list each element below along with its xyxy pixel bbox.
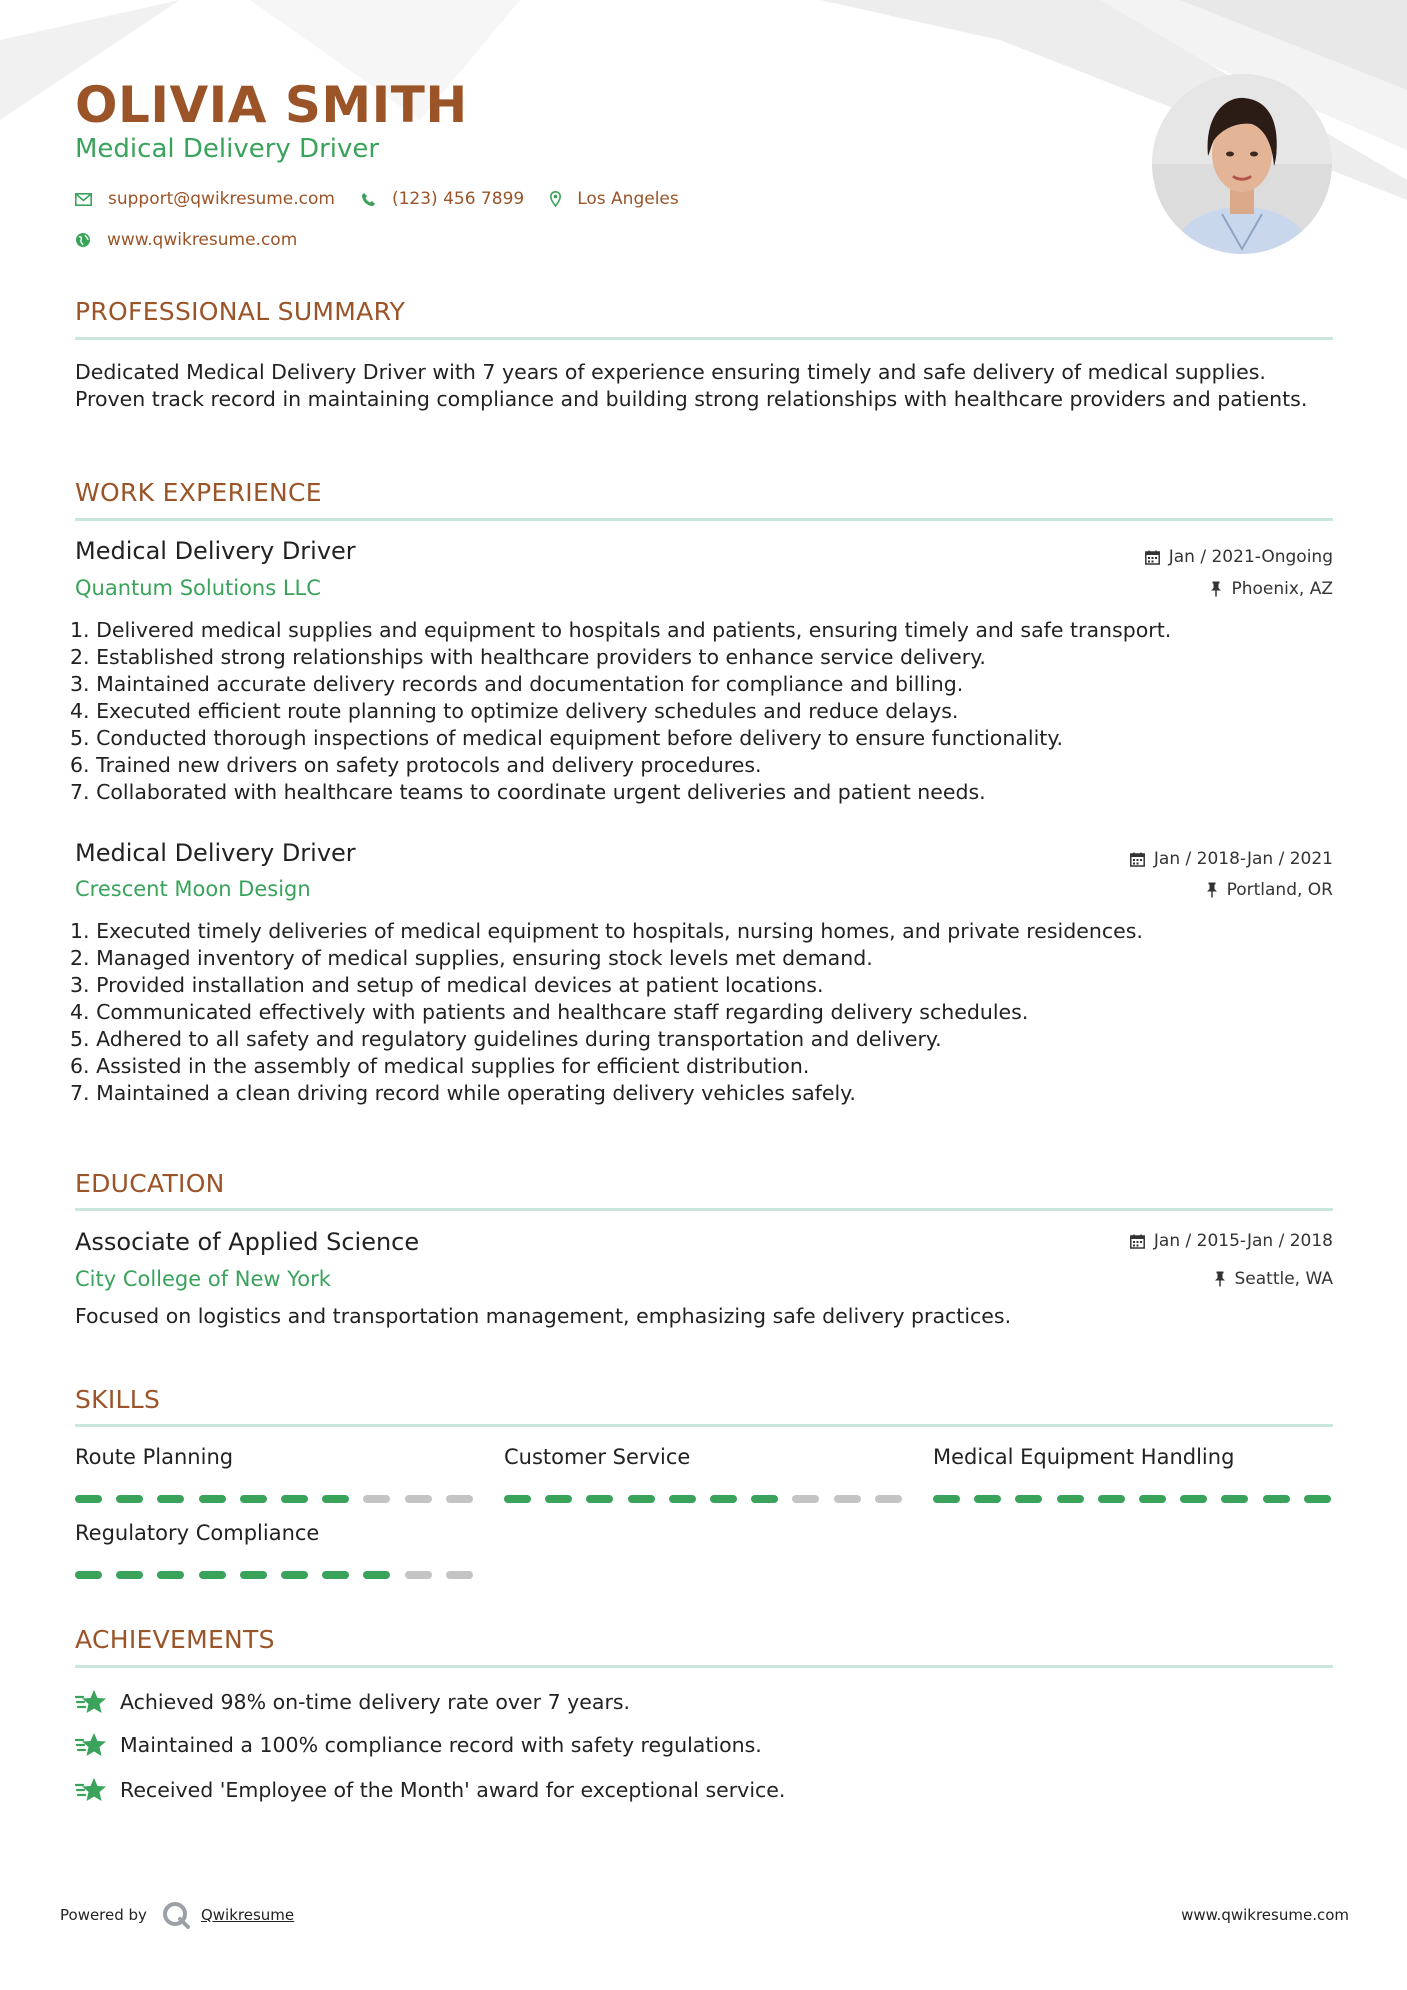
calendar-icon [1145, 550, 1160, 565]
job-location-text: Phoenix, AZ [1231, 579, 1333, 599]
job-dates-text: Jan / 2018-Jan / 2021 [1153, 849, 1333, 869]
summary-text: Dedicated Medical Delivery Driver with 7 years of experience ensuring timely and safe delivery of medical supplies. Proven track record in maintaining compliance and building strong relationships with healthcare providers and patients. [75, 360, 1308, 411]
skill-level-segment [281, 1571, 308, 1579]
phone-icon [361, 192, 376, 207]
skill-level-segment [792, 1495, 819, 1503]
contact-location [550, 189, 679, 209]
job-location-text: Portland, OR [1226, 880, 1333, 900]
envelope-icon [75, 193, 92, 206]
skill-level-segment [322, 1571, 349, 1579]
contact-email[interactable] [75, 189, 335, 209]
qwikresume-link[interactable]: Qwikresume [200, 1906, 295, 1924]
education-location [1214, 1269, 1334, 1289]
skill-level-segment [834, 1495, 861, 1503]
email-text: support@qwikresume.com [108, 189, 335, 209]
skill-name: Medical Equipment Handling [933, 1445, 1235, 1469]
achievement-text: Achieved 98% on-time delivery rate over 7 years. [120, 1690, 631, 1714]
list-item: 5. Conducted thorough inspections of medical equipment before delivery to ensure functionality. [70, 726, 1064, 750]
skill-level-segment [1098, 1495, 1125, 1503]
list-item: 2. Established strong relationships with healthcare providers to enhance service delivery. [70, 645, 986, 669]
achievement-text: Received 'Employee of the Month' award for exceptional service. [120, 1778, 786, 1802]
skill-level-segment [240, 1495, 267, 1503]
skill-level-segment [116, 1571, 143, 1579]
map-pin-icon [550, 191, 561, 207]
achievements-heading: ACHIEVEMENTS [75, 1625, 275, 1654]
skill-level-segment [281, 1495, 308, 1503]
skill-level-segment [240, 1571, 267, 1579]
education-dates-text: Jan / 2015-Jan / 2018 [1153, 1231, 1333, 1251]
skill-level-segment [446, 1571, 473, 1579]
job-title: Medical Delivery Driver [75, 839, 356, 867]
skill-level-segment [75, 1571, 102, 1579]
powered-by-label: Powered by [60, 1906, 147, 1924]
achievement-item [75, 1688, 630, 1716]
skill-level-segment [1057, 1495, 1084, 1503]
star-icon [75, 1688, 108, 1716]
skill-level-bar [75, 1571, 487, 1579]
star-icon [75, 1731, 108, 1759]
skill-level-segment [545, 1495, 572, 1503]
education-divider [75, 1208, 1333, 1211]
list-item: 3. Provided installation and setup of medical devices at patient locations. [70, 973, 824, 997]
achievement-item [75, 1776, 785, 1804]
list-item: 7. Collaborated with healthcare teams to coordinate urgent deliveries and patient needs. [70, 780, 986, 804]
education-location-text: Seattle, WA [1234, 1269, 1333, 1289]
skill-level-bar [933, 1495, 1345, 1503]
profile-photo [1152, 74, 1332, 254]
phone-text: (123) 456 7899 [391, 189, 525, 209]
skill-level-segment [75, 1495, 102, 1503]
job-title: Medical Delivery Driver [75, 537, 356, 565]
skill-level-segment [1263, 1495, 1290, 1503]
contact-row [75, 189, 705, 209]
education-dates [1130, 1231, 1333, 1251]
skill-level-segment [363, 1495, 390, 1503]
qwikresume-logo-icon [161, 1900, 191, 1930]
job-bullets [70, 617, 1340, 806]
skill-level-segment [199, 1495, 226, 1503]
star-icon [75, 1776, 108, 1804]
list-item: 3. Maintained accurate delivery records and documentation for compliance and billing. [70, 672, 964, 696]
skill-level-segment [1221, 1495, 1248, 1503]
contact-phone[interactable] [361, 189, 524, 209]
list-item: 2. Managed inventory of medical supplies, ensuring stock levels met demand. [70, 946, 873, 970]
contact-row-website [75, 230, 323, 250]
achievements-divider [75, 1665, 1333, 1668]
skill-level-segment [1304, 1495, 1331, 1503]
job-location [1210, 579, 1333, 599]
experience-heading: WORK EXPERIENCE [75, 478, 322, 507]
list-item: 1. Delivered medical supplies and equipment to hospitals and patients, ensuring timely and safe transport. [70, 618, 1172, 642]
achievement-item [75, 1731, 762, 1759]
skill-level-segment [405, 1495, 432, 1503]
job-dates [1130, 849, 1333, 869]
skill-level-segment [405, 1571, 432, 1579]
list-item: 5. Adhered to all safety and regulatory guidelines during transportation and delivery. [70, 1027, 942, 1051]
skill-level-segment [628, 1495, 655, 1503]
skill-level-segment [933, 1495, 960, 1503]
education-heading: EDUCATION [75, 1169, 225, 1198]
pushpin-icon [1210, 581, 1222, 597]
skill-level-segment [504, 1495, 531, 1503]
skill-level-segment [875, 1495, 902, 1503]
skills-divider [75, 1424, 1333, 1427]
skill-name: Regulatory Compliance [75, 1521, 320, 1545]
achievement-text: Maintained a 100% compliance record with safety regulations. [120, 1733, 762, 1757]
job-dates [1145, 547, 1333, 567]
website-text: www.qwikresume.com [107, 230, 298, 250]
globe-icon [75, 232, 91, 248]
skill-level-segment [157, 1571, 184, 1579]
job-company: Quantum Solutions LLC [75, 576, 321, 600]
skill-level-segment [710, 1495, 737, 1503]
list-item: 7. Maintained a clean driving record while operating delivery vehicles safely. [70, 1081, 856, 1105]
list-item: 4. Communicated effectively with patients and healthcare staff regarding delivery schedules. [70, 1000, 1029, 1024]
experience-divider [75, 518, 1333, 521]
school-name: City College of New York [75, 1267, 331, 1291]
skill-level-segment [363, 1571, 390, 1579]
skill-level-segment [157, 1495, 184, 1503]
calendar-icon [1130, 852, 1145, 867]
job-location [1206, 880, 1333, 900]
list-item: 4. Executed efficient route planning to optimize delivery schedules and reduce delays. [70, 699, 959, 723]
skill-level-segment [586, 1495, 613, 1503]
candidate-name: OLIVIA SMITH [75, 76, 468, 134]
skills-heading: SKILLS [75, 1385, 161, 1414]
summary-divider [75, 337, 1333, 340]
contact-website[interactable] [75, 230, 297, 250]
list-item: 1. Executed timely deliveries of medical equipment to hospitals, nursing homes, and private residences. [70, 919, 1143, 943]
skill-level-segment [1139, 1495, 1166, 1503]
pushpin-icon [1214, 1271, 1226, 1287]
skill-level-segment [446, 1495, 473, 1503]
degree-title: Associate of Applied Science [75, 1228, 420, 1256]
skill-level-segment [974, 1495, 1001, 1503]
job-bullets [70, 918, 1340, 1107]
list-item: 6. Trained new drivers on safety protocols and delivery procedures. [70, 753, 762, 777]
skill-level-segment [1015, 1495, 1042, 1503]
skill-level-segment [322, 1495, 349, 1503]
list-item: 6. Assisted in the assembly of medical supplies for efficient distribution. [70, 1054, 810, 1078]
skill-level-bar [75, 1495, 487, 1503]
education-description: Focused on logistics and transportation management, emphasizing safe delivery practices. [75, 1304, 1012, 1328]
skill-name: Customer Service [504, 1445, 691, 1469]
skill-level-bar [504, 1495, 916, 1503]
avatar-illustration [1152, 74, 1332, 254]
skill-level-segment [1180, 1495, 1207, 1503]
skill-level-segment [751, 1495, 778, 1503]
footer-website[interactable]: www.qwikresume.com [1181, 1906, 1349, 1924]
skill-level-segment [116, 1495, 143, 1503]
location-text: Los Angeles [577, 189, 679, 209]
summary-heading: PROFESSIONAL SUMMARY [75, 297, 406, 326]
skill-level-segment [669, 1495, 696, 1503]
skill-name: Route Planning [75, 1445, 234, 1469]
calendar-icon [1130, 1234, 1145, 1249]
job-company: Crescent Moon Design [75, 877, 311, 901]
pushpin-icon [1206, 882, 1218, 898]
candidate-title: Medical Delivery Driver [75, 134, 380, 164]
footer-branding [60, 1900, 294, 1930]
skill-level-segment [199, 1571, 226, 1579]
job-dates-text: Jan / 2021-Ongoing [1168, 547, 1333, 567]
